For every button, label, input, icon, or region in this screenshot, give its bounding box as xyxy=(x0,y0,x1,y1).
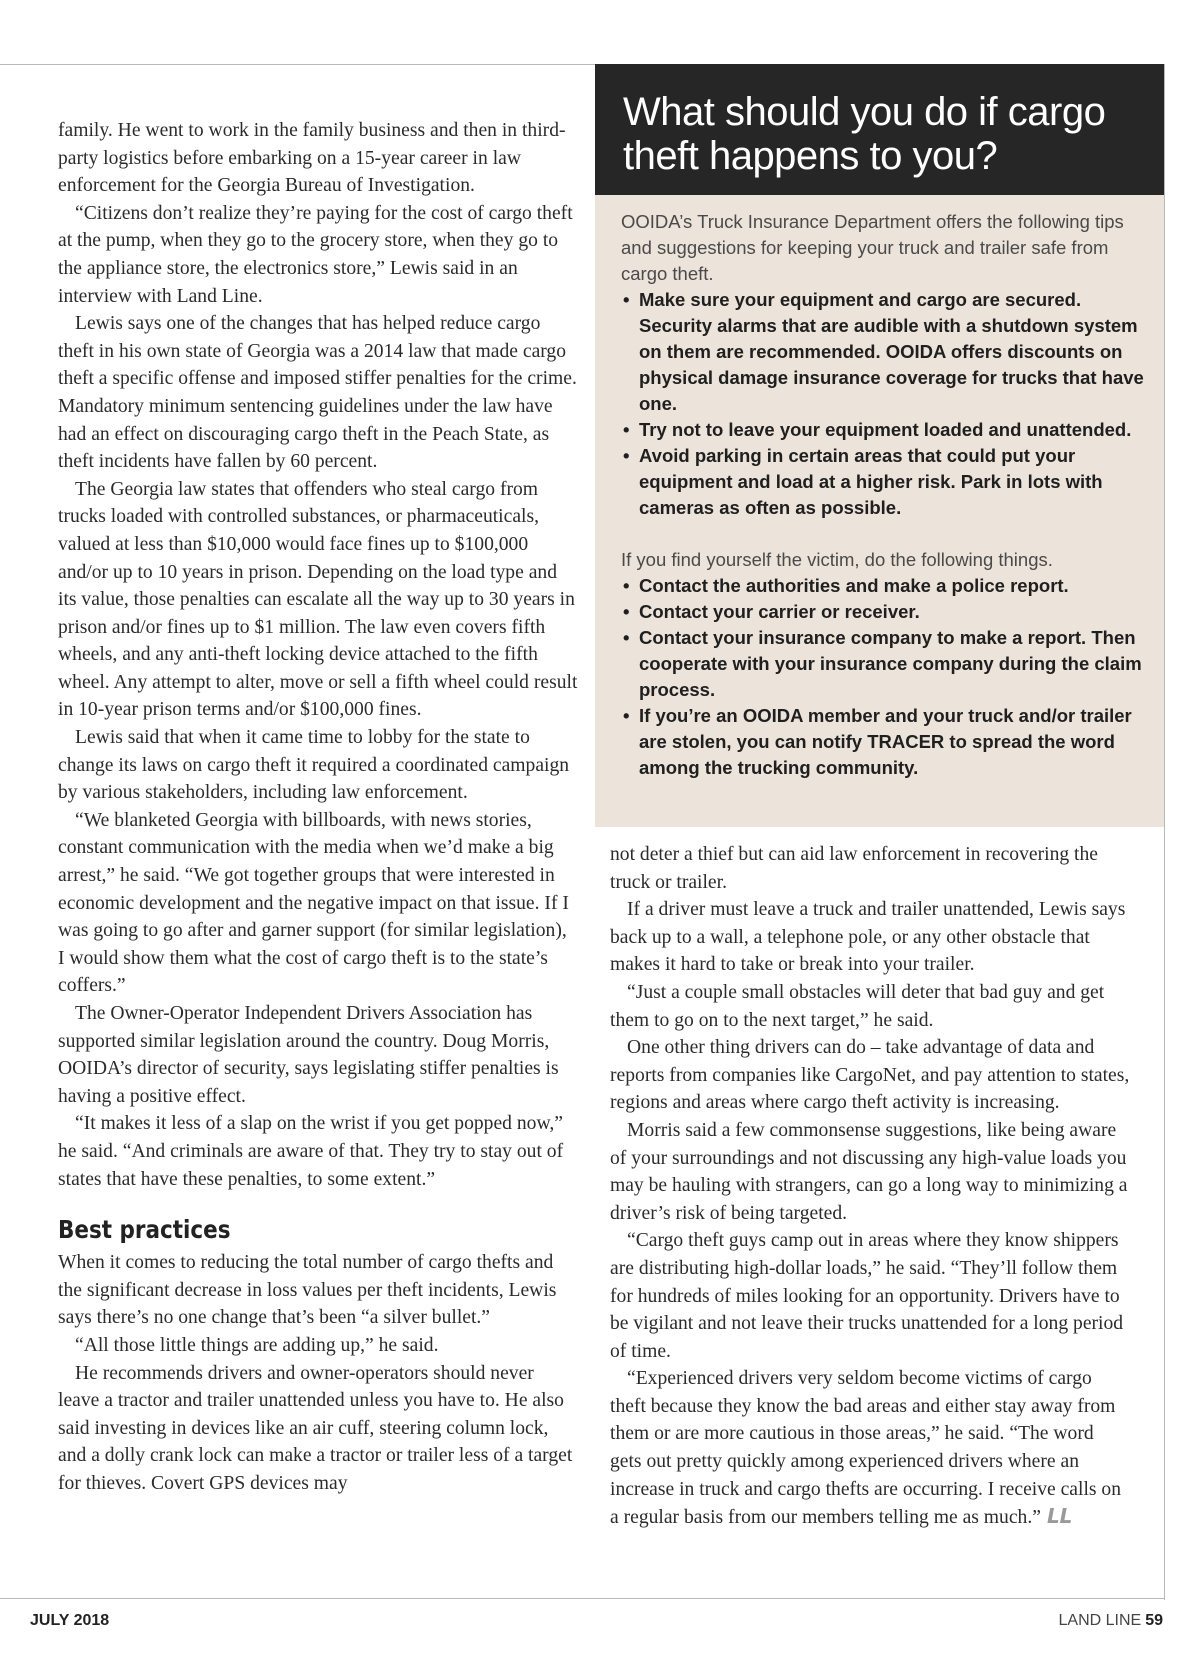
end-mark-logo: LL xyxy=(1046,1504,1073,1529)
paragraph xyxy=(58,200,578,310)
paragraph: not deter a thief but can aid law enforcement in recovering the truck or trailer. xyxy=(610,844,1098,893)
list-item: • Contact your insurance company to make a report. Then cooperate with your insurance company during the claim process. xyxy=(621,625,1146,703)
footer-issue: JULY 2018 xyxy=(30,1612,110,1629)
right-column xyxy=(610,841,1130,1532)
paragraph xyxy=(610,1365,1130,1532)
right-rule xyxy=(1164,64,1165,1600)
top-rule xyxy=(0,64,596,65)
bottom-rule xyxy=(0,1598,1165,1599)
paragraph: family. He went to work in the family business and then in third-party logistics before embarking on a 15-year career in law enforcement for the Georgia Bureau of Investigation. xyxy=(58,120,566,197)
paragraph: “Just a couple small obstacles will deter that bad guy and get them to go on to the next target,” he said. xyxy=(610,981,1105,1031)
tips-list xyxy=(621,287,1146,521)
sidebar-body xyxy=(595,195,1164,781)
paragraph: The Owner-Operator Independent Drivers Association has supported similar legislation around the country. Doug Morris, OOIDA’s director of security, says legislating stiffer penalties is having a positive effect. xyxy=(58,1003,559,1107)
list-item: • Contact your carrier or receiver. xyxy=(621,599,1146,625)
victim-intro: If you find yourself the victim, do the following things. xyxy=(621,549,1053,570)
left-column xyxy=(58,117,578,1498)
paragraph-text: “Citizens don’t realize they’re paying for the cost of cargo theft at the pump, when they go to the grocery store, when they go to the appliance store, the electronics store,” Lewis said in an interview with Land Line. xyxy=(58,202,573,307)
sidebar-title: What should you do if cargo theft happens to you? xyxy=(623,90,1106,178)
list-item: • Contact the authorities and make a police report. xyxy=(621,573,1146,599)
paragraph: “All those little things are adding up,” he said. xyxy=(75,1334,439,1356)
footer-publication: LAND LINE xyxy=(1058,1612,1142,1629)
paragraph: “It makes it less of a slap on the wrist if you get popped now,” he said. “And criminals are aware of that. They try to stay out of states that have these penalties, to some extent.” xyxy=(58,1113,564,1190)
list-item: • Try not to leave your equipment loaded and unattended. xyxy=(621,417,1146,443)
paragraph: “Cargo theft guys camp out in areas where they know shippers are distributing high-dollar loads,” he said. “They’ll follow them for hundreds of miles looking for an opportunity. Drivers have to be vigilant and not leave their trucks unattended for a long period of time. xyxy=(610,1230,1124,1362)
paragraph-text: “Experienced drivers very seldom become victims of cargo theft because they know the bad areas and either stay away from them or are more cautious in those areas,” he said. “The word gets out pretty quickly among experienced drivers where an increase in truck and cargo thefts are occurring. I receive calls on a regular basis from our members telling me as much.” xyxy=(610,1368,1122,1529)
paragraph: Lewis said that when it came time to lobby for the state to change its laws on cargo theft it required a coordinated campaign by various stakeholders, including law enforcement. xyxy=(58,727,570,804)
sidebar-box xyxy=(595,64,1164,827)
list-item: • If you’re an OOIDA member and your truck and/or trailer are stolen, you can notify TRACER to spread the word among the trucking community. xyxy=(621,703,1146,781)
paragraph: If a driver must leave a truck and trailer unattended, Lewis says back up to a wall, a telephone pole, or any other obstacle that makes it hard to take or break into your trailer. xyxy=(610,899,1126,976)
paragraph: “We blanketed Georgia with billboards, with news stories, constant communication with the media when we’d make a big arrest,” he said. “We got together groups that were interested in economic development and the negative impact on that issue. If I was going to go after and garner support (for similar legislation), I would show them what the cost of cargo theft is to the state’s coffers.” xyxy=(58,809,569,997)
victim-steps-list xyxy=(621,573,1146,781)
list-item: • Make sure your equipment and cargo are secured. Security alarms that are audible with a shutdown system on them are recommended. OOIDA offers discounts on physical damage insurance coverage for trucks that have one. xyxy=(621,287,1146,417)
paragraph: When it comes to reducing the total number of cargo thefts and the significant decrease in loss values per theft incidents, Lewis says there’s no one change that’s been “a silver bullet.” xyxy=(58,1252,557,1329)
sidebar-header xyxy=(595,64,1164,195)
footer-folio xyxy=(1053,1612,1163,1630)
spacer xyxy=(621,521,1146,547)
paragraph: Lewis says one of the changes that has helped reduce cargo theft in his own state of Georgia was a 2014 law that made cargo theft a specific offense and imposed stiffer penalties for the crime. Mandatory minimum sentencing guidelines under the law have had an effect on discouraging cargo theft in the Peach State, as theft incidents have fallen by 60 percent. xyxy=(58,313,577,473)
paragraph: One other thing drivers can do – take advantage of data and reports from companies like CargoNet, and pay attention to states, regions and areas where cargo theft activity is increasing. xyxy=(610,1037,1130,1114)
section-heading: Best practices xyxy=(58,1215,231,1245)
paragraph: He recommends drivers and owner-operators should never leave a tractor and trailer unattended unless you have to. He also said investing in devices like an air cuff, steering column lock, and a dolly crank lock can make a tractor or trailer less of a target for thieves. Covert GPS devices may xyxy=(58,1362,573,1494)
list-item: • Avoid parking in certain areas that could put your equipment and load at a higher risk. Park in lots with cameras as often as possible. xyxy=(621,443,1146,521)
page-number: 59 xyxy=(1145,1612,1163,1629)
paragraph: Morris said a few commonsense suggestions, like being aware of your surroundings and not discussing any high-value loads you may be hauling with strangers, can go a long way to minimizing a driver’s risk of being targeted. xyxy=(610,1119,1128,1224)
paragraph: The Georgia law states that offenders who steal cargo from trucks loaded with controlled substances, or pharmaceuticals, valued at less than $10,000 would face fines up to $100,000 and/or up to 10 years in prison. Depending on the load type and its value, those penalties can escalate all the way up to 30 years in prison and/or fines up to $1 million. The law even covers fifth wheels, and any anti-theft locking device attached to the fifth wheel. Any attempt to alter, move or sell a fifth wheel could result in 10-year prison terms and/or $100,000 fines. xyxy=(58,478,578,721)
sidebar-intro: OOIDA’s Truck Insurance Department offers the following tips and suggestions for keeping your truck and trailer safe from cargo theft. xyxy=(621,211,1124,284)
